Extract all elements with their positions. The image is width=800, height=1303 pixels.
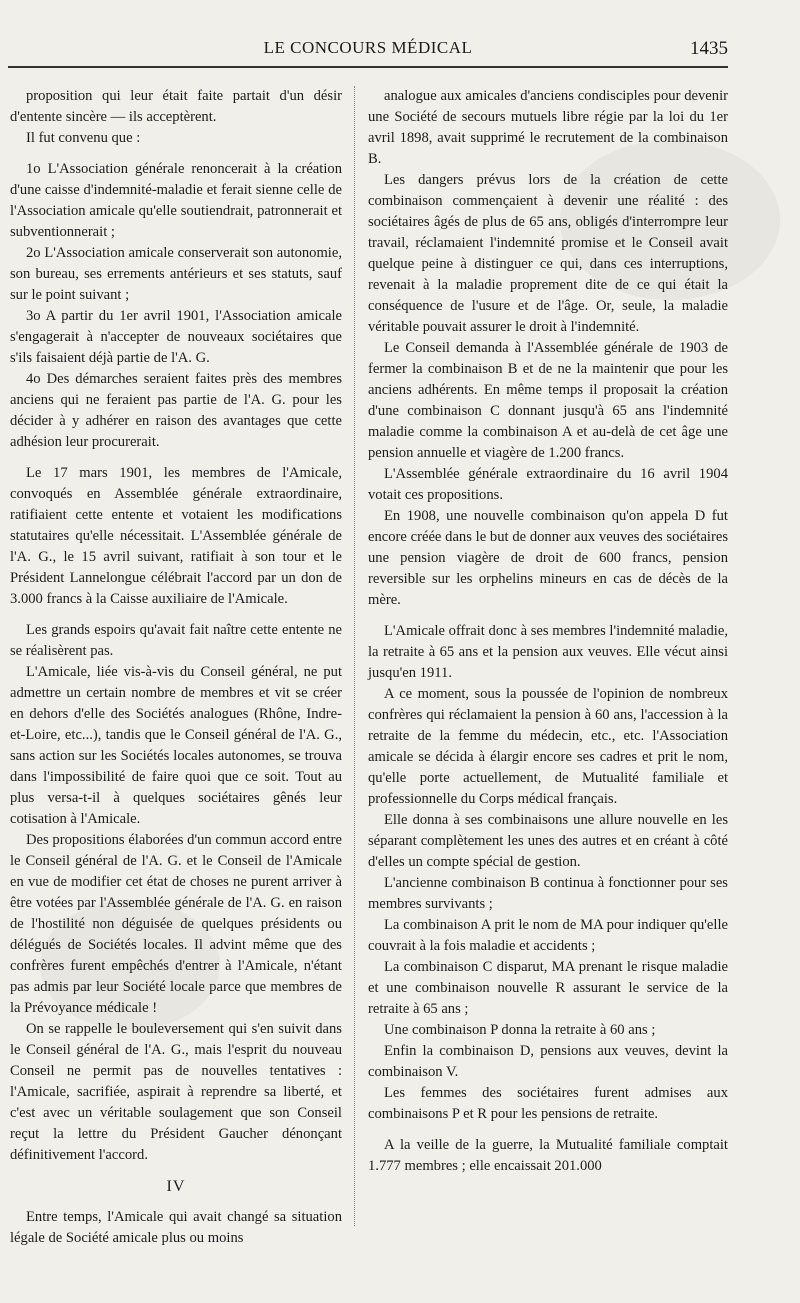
paragraph: L'Assemblée générale extraordinaire du 16 avril 1904 votait ces propositions. bbox=[368, 466, 728, 503]
paragraph: La combinaison C disparut, MA prenant le risque maladie et une combinaison nouvelle R assurant le service de la retraite à 65 ans ; bbox=[368, 959, 728, 1017]
paragraph: Les dangers prévus lors de la création de cette combinaison commençaient à devenir une réalité : des sociétaires âgés de plus de 65 ans, obligés d'interrompre leur travail, réclamaient l'indemnité promise et le Conseil avait quelque peine à distinguer ce qui, dans ces interruptions, revenait à la maladie proprement dite de ce qui était la conséquence de l'usure et de l'âge. Or, seule, la maladie véritable pouvait assurer le droit à l'indemnité. bbox=[368, 172, 728, 335]
paragraph: L'Amicale, liée vis-à-vis du Conseil général, ne put admettre un certain nombre de membres et vit se créer en dehors d'elle des Sociétés analogues (Rhône, Indre-et-Loire, etc...), tandis que le Conseil général de l'A. G., sans action sur les Sociétés locales autonomes, se trouva dans l'impossibilité de faire quoi que ce soit. Tout au plus versa-t-il à quelques sociétaires gênés leur cotisation à l'Amicale. bbox=[10, 664, 342, 827]
paragraph: En 1908, une nouvelle combinaison qu'on appela D fut encore créée dans le but de donner aux veuves des sociétaires une pension viagère de droit de 600 francs, pension reversible sur les orphelins mineurs en cas de décès de la mère. bbox=[368, 508, 728, 608]
section-heading: IV bbox=[166, 1178, 186, 1195]
list-item: 4o Des démarches seraient faites près des membres anciens qui ne feraient pas partie de l'A. G. pour les décider à y adhérer en raison des avantages que cette adhésion leur procurerait. bbox=[10, 371, 342, 450]
paragraph: Une combinaison P donna la retraite à 60 ans ; bbox=[384, 1022, 656, 1038]
paragraph: L'Amicale offrait donc à ses membres l'indemnité maladie, la retraite à 65 ans et la pension aux veuves. Elle vécut ainsi jusqu'en 1911. bbox=[368, 623, 728, 681]
spacer bbox=[10, 149, 342, 159]
paragraph: Entre temps, l'Amicale qui avait changé sa situation légale de Société amicale plus ou moins bbox=[10, 1209, 342, 1246]
paragraph: La combinaison A prit le nom de MA pour indiquer qu'elle couvrait à la fois maladie et accidents ; bbox=[368, 917, 728, 954]
right-column bbox=[368, 86, 728, 1177]
list-item: 3o A partir du 1er avril 1901, l'Association amicale s'engagerait à n'accepter de nouveaux sociétaires que s'ils faisaient déjà partie de l'A. G. bbox=[10, 308, 342, 366]
spacer bbox=[368, 611, 728, 621]
spacer bbox=[10, 610, 342, 620]
paragraph: Il fut convenu que : bbox=[26, 130, 141, 146]
list-item: 1o L'Association générale renoncerait à la création d'une caisse d'indemnité-maladie et ferait sienne celle de l'Association amicale qu'elle soutiendrait, patronnerait et subventionnerait ; bbox=[10, 161, 342, 240]
paragraph: Enfin la combinaison D, pensions aux veuves, devint la combinaison V. bbox=[368, 1043, 728, 1080]
running-header bbox=[8, 38, 728, 66]
list-item: 2o L'Association amicale conserverait son autonomie, son bureau, ses errements antérieurs et ses statuts, sauf sur le point suivant ; bbox=[10, 245, 342, 303]
paragraph: Le Conseil demanda à l'Assemblée générale de 1903 de fermer la combinaison B et de ne la maintenir que pour les anciens adhérents. En même temps il proposait la création d'une combinaison C donnant jusqu'à 65 ans l'indemnité maladie comme la combinaison A et au-delà de cet âge une pension annuelle et viagère de 1.200 francs. bbox=[368, 340, 728, 461]
paragraph: L'ancienne combinaison B continua à fonctionner pour ses membres survivants ; bbox=[368, 875, 728, 912]
spacer bbox=[10, 453, 342, 463]
spacer bbox=[368, 1125, 728, 1135]
paragraph: analogue aux amicales d'anciens condisciples pour devenir une Société de secours mutuels libre régie par la loi du 1er avril 1898, avait supprimé le recrutement de la combinaison B. bbox=[368, 88, 728, 167]
paragraph: On se rappelle le bouleversement qui s'en suivit dans le Conseil général de l'A. G., mais l'esprit du nouveau Conseil ne permit pas de nouvelles tentatives : l'Amicale, sacrifiée, aspirait à reprendre sa liberté, et c'est avec un véritable soulagement que son Conseil reçut la lettre du Président Gaucher dénonçant définitivement l'accord. bbox=[10, 1021, 342, 1163]
paragraph: A ce moment, sous la poussée de l'opinion de nombreux confrères qui réclamaient la pension à 60 ans, l'accession à la retraite de la femme du médecin, etc., etc. l'Association amicale se décida à élargir encore ses cadres et prit le nom, qu'elle porte actuellement, de Mutualité familiale et professionnelle du Corps médical français. bbox=[368, 686, 728, 807]
paragraph: proposition qui leur était faite partait d'un désir d'entente sincère — ils acceptèrent. bbox=[10, 88, 342, 125]
paragraph: Les grands espoirs qu'avait fait naître cette entente ne se réalisèrent pas. bbox=[10, 622, 342, 659]
paragraph: Des propositions élaborées d'un commun accord entre le Conseil général de l'A. G. et le Conseil de l'Amicale en vue de modifier cet état de choses ne purent arriver à être votées par l'Assemblée générale de l'A. G. en raison de l'hostilité non déguisée de quelques présidents ou délégués de Sociétés locales. Il advint même que des confrères furent empêchés d'entrer à l'Amicale, n'étant pas admis par leur Société locale parce que membres de la Prévoyance médicale ! bbox=[10, 832, 342, 1016]
left-column bbox=[10, 86, 342, 1249]
paragraph: A la veille de la guerre, la Mutualité familiale comptait 1.777 membres ; elle encaissait 201.000 bbox=[368, 1137, 728, 1174]
paragraph: Les femmes des sociétaires furent admises aux combinaisons P et R pour les pensions de retraite. bbox=[368, 1085, 728, 1122]
page-number: 1435 bbox=[690, 38, 728, 59]
column-divider bbox=[354, 86, 355, 1226]
paragraph: Le 17 mars 1901, les membres de l'Amicale, convoqués en Assemblée générale extraordinaire, ratifiaient cette entente et votaient les modifications statutaires qu'elle nécessitait. L'Assemblée générale de l'A. G., le 15 avril suivant, ratifiait à son tour et le Président Lannelongue célébrait l'accord par un don de 3.000 francs à la Caisse auxiliaire de l'Amicale. bbox=[10, 465, 342, 607]
header-rule bbox=[8, 66, 728, 68]
journal-title: LE CONCOURS MÉDICAL bbox=[263, 38, 473, 57]
paragraph: Elle donna à ses combinaisons une allure nouvelle en les séparant complètement les unes des autres et en créant à côté d'elles un compte spécial de gestion. bbox=[368, 812, 728, 870]
